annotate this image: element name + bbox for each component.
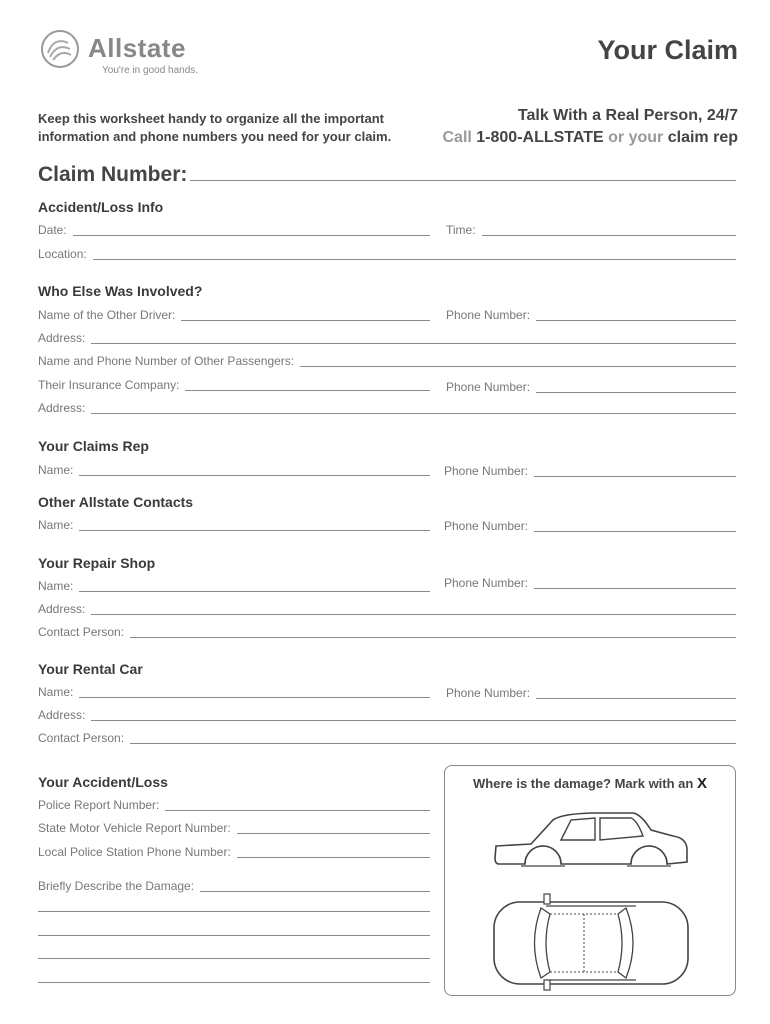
state-report-label: State Motor Vehicle Report Number: — [38, 821, 237, 835]
car-side-view-icon[interactable] — [491, 806, 691, 886]
field-line — [446, 235, 736, 236]
rental-car-name-field[interactable] — [38, 685, 430, 701]
brand-tagline: You're in good hands. — [102, 65, 199, 76]
accident-date-field[interactable] — [38, 223, 430, 239]
claims-rep-heading: Your Claims Rep — [38, 438, 149, 454]
field-line — [38, 637, 736, 638]
other-contacts-heading: Other Allstate Contacts — [38, 494, 194, 510]
damage-heading-text: Where is the damage? Mark with an — [473, 776, 694, 791]
insurance-company-field[interactable] — [38, 378, 430, 394]
contact-label: Contact Person: — [38, 625, 130, 639]
date-label: Date: — [38, 223, 73, 237]
field-line — [38, 413, 736, 414]
car-top-view-icon[interactable] — [486, 892, 696, 992]
other-driver-address-field[interactable] — [38, 331, 736, 347]
police-report-field[interactable] — [38, 798, 430, 814]
hands-logo-icon — [38, 29, 82, 73]
police-report-label: Police Report Number: — [38, 798, 165, 812]
damage-diagram-box[interactable] — [444, 765, 736, 996]
other-contact-name-field[interactable] — [38, 518, 430, 534]
name-label: Name: — [38, 463, 79, 477]
repair-shop-phone-field[interactable] — [444, 576, 736, 592]
accident-info-heading: Accident/Loss Info — [38, 199, 164, 215]
field-line — [38, 235, 430, 236]
other-driver-phone-field[interactable] — [446, 308, 736, 324]
call-line — [442, 127, 738, 149]
damage-mark-x: X — [696, 775, 707, 792]
state-report-field[interactable] — [38, 821, 430, 837]
intro-line-1: Keep this worksheet handy to organize all the important — [38, 111, 384, 126]
damage-line-4[interactable] — [38, 982, 430, 983]
intro-text — [38, 110, 391, 146]
police-phone-field[interactable] — [38, 845, 430, 861]
other-contact-phone-field[interactable] — [444, 519, 736, 535]
page-title: Your Claim — [597, 35, 738, 65]
name-label: Name: — [38, 518, 79, 532]
rental-car-heading: Your Rental Car — [38, 661, 143, 677]
describe-damage-field[interactable] — [38, 879, 430, 895]
phone-label: Phone Number: — [444, 519, 534, 533]
allstate-logo — [38, 29, 208, 79]
call-prefix: Call — [442, 129, 472, 146]
phone-label: Phone Number: — [446, 686, 536, 700]
address-label: Address: — [38, 331, 91, 345]
address-label: Address: — [38, 401, 91, 415]
call-mid: or your — [608, 129, 664, 146]
rental-car-phone-field[interactable] — [446, 686, 736, 702]
claim-number-field[interactable] — [190, 180, 736, 181]
claims-rep-phone-field[interactable] — [444, 464, 736, 480]
passengers-label: Name and Phone Number of Other Passengers: — [38, 354, 300, 368]
damage-line-2[interactable] — [38, 935, 430, 936]
call-suffix: claim rep — [667, 129, 738, 146]
insurance-phone-field[interactable] — [446, 380, 736, 396]
police-phone-label: Local Police Station Phone Number: — [38, 845, 237, 859]
accident-loss-heading: Your Accident/Loss — [38, 774, 168, 790]
location-label: Location: — [38, 247, 93, 261]
phone-label: Phone Number: — [446, 380, 536, 394]
describe-label: Briefly Describe the Damage: — [38, 879, 200, 893]
insurance-label: Their Insurance Company: — [38, 378, 185, 392]
phone-label: Phone Number: — [446, 308, 536, 322]
rental-car-address-field[interactable] — [38, 708, 736, 724]
phone-label: Phone Number: — [444, 464, 534, 478]
damage-heading — [445, 775, 735, 792]
involved-heading: Who Else Was Involved? — [38, 283, 203, 299]
repair-shop-address-field[interactable] — [38, 602, 736, 618]
field-line — [38, 614, 736, 615]
damage-line-1[interactable] — [38, 911, 430, 912]
name-label: Name: — [38, 685, 79, 699]
field-line — [38, 697, 430, 698]
claims-rep-name-field[interactable] — [38, 463, 430, 479]
repair-shop-heading: Your Repair Shop — [38, 555, 156, 571]
phone-label: Phone Number: — [444, 576, 534, 590]
contact-label: Contact Person: — [38, 731, 130, 745]
rental-car-contact-field[interactable] — [38, 731, 736, 747]
field-line — [38, 343, 736, 344]
field-line — [38, 743, 736, 744]
other-driver-label: Name of the Other Driver: — [38, 308, 181, 322]
field-line — [38, 591, 430, 592]
accident-location-field[interactable] — [38, 247, 736, 263]
contact-callout — [442, 105, 738, 149]
talk-line: Talk With a Real Person, 24/7 — [517, 107, 738, 124]
repair-shop-name-field[interactable] — [38, 579, 430, 595]
field-line — [38, 720, 736, 721]
field-line — [38, 475, 430, 476]
address-label: Address: — [38, 602, 91, 616]
intro-line-2: information and phone numbers you need for your claim. — [38, 129, 392, 144]
address-label: Address: — [38, 708, 91, 722]
insurance-address-field[interactable] — [38, 401, 736, 417]
repair-shop-contact-field[interactable] — [38, 625, 736, 641]
field-line — [38, 259, 736, 260]
passengers-field[interactable] — [38, 354, 736, 370]
accident-time-field[interactable] — [446, 223, 736, 239]
claim-number-label: Claim Number: — [38, 163, 188, 186]
field-line — [38, 530, 430, 531]
brand-name: Allstate — [88, 33, 186, 63]
time-label: Time: — [446, 223, 482, 237]
call-number: 1-800-ALLSTATE — [476, 129, 604, 146]
name-label: Name: — [38, 579, 79, 593]
other-driver-field[interactable] — [38, 308, 430, 324]
damage-line-3[interactable] — [38, 958, 430, 959]
